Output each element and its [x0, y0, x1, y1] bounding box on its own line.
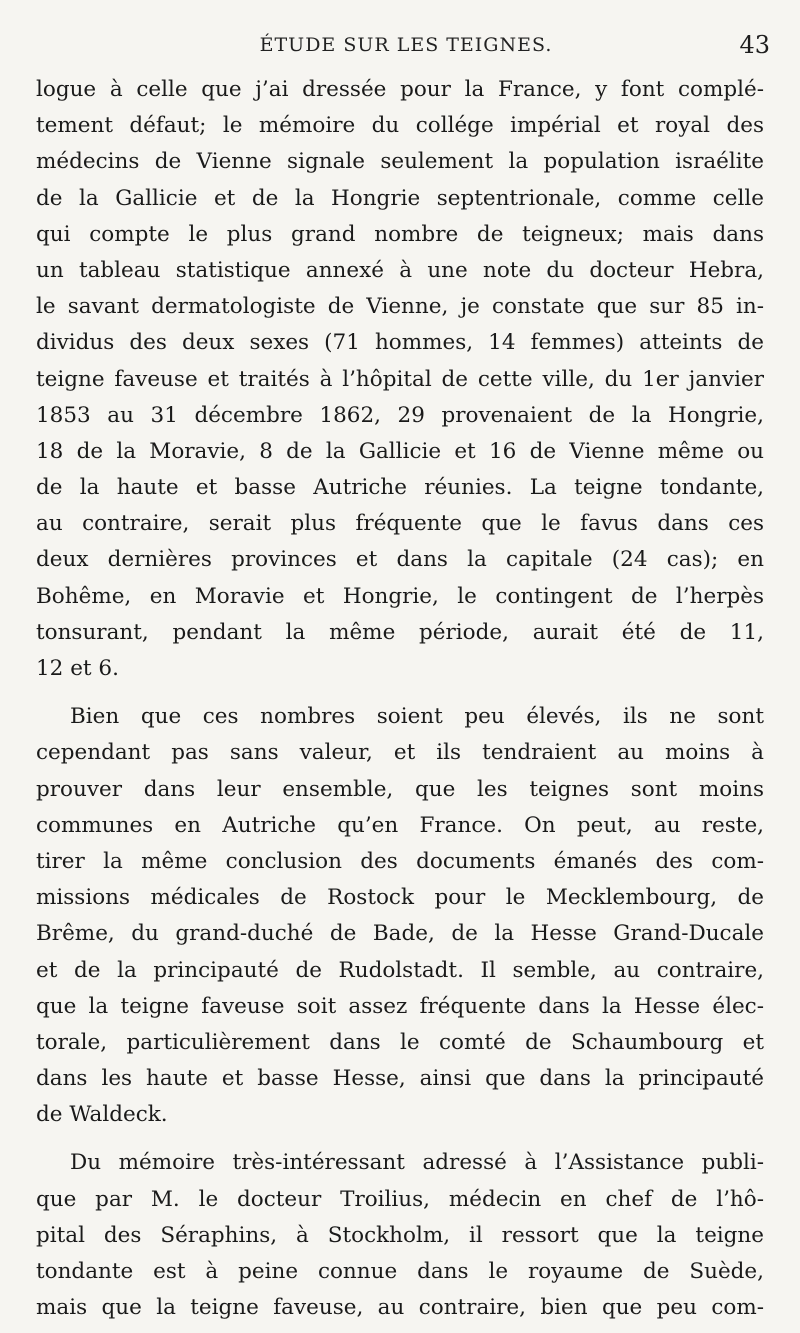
text-line: dans les haute et basse Hesse, ainsi que dans la principauté	[36, 1066, 764, 1092]
text-line: Du mémoire très-intéressant adressé à l’Assistance publi-	[70, 1150, 764, 1176]
text-line: tirer la même conclusion des documents émanés des com-	[36, 848, 764, 874]
text-line: tonsurant, pendant la même période, aurait été de 11,	[36, 619, 764, 645]
text-line: de Waldeck.	[36, 1102, 168, 1128]
text-line: médecins de Vienne signale seulement la population israélite	[36, 149, 764, 175]
text-line: deux dernières provinces et dans la capitale (24 cas); en	[36, 547, 764, 573]
body-text	[36, 72, 764, 1326]
text-line: un tableau statistique annexé à une note du docteur Hebra,	[36, 257, 764, 283]
text-line: Brême, du grand-duché de Bade, de la Hesse Grand-Ducale	[36, 921, 764, 947]
text-line: que la teigne faveuse soit assez fréquente dans la Hesse élec-	[36, 993, 764, 1019]
text-line: tement défaut; le mémoire du collége impérial et royal des	[36, 113, 764, 139]
text-line: missions médicales de Rostock pour le Mecklembourg, de	[36, 885, 764, 911]
text-line: que par M. le docteur Troilius, médecin en chef de l’hô-	[36, 1186, 764, 1212]
paragraph-2	[36, 699, 764, 1133]
text-line: teigne faveuse et traités à l’hôpital de cette ville, du 1er janvier	[36, 366, 764, 392]
text-line: prouver dans leur ensemble, que les teignes sont moins	[36, 776, 764, 802]
text-line: logue à celle que j’ai dressée pour la France, y font complé-	[36, 77, 764, 102]
text-line: de la haute et basse Autriche réunies. La teigne tondante,	[36, 475, 764, 501]
text-line: Bien que ces nombres soient peu élevés, ils ne sont	[70, 704, 764, 730]
text-line: dividus des deux sexes (71 hommes, 14 femmes) atteints de	[36, 330, 764, 356]
paragraph-3	[36, 1145, 764, 1326]
paragraph-gap	[36, 1133, 764, 1145]
text-line: et de la principauté de Rudolstadt. Il semble, au contraire,	[36, 957, 764, 983]
text-line: communes en Autriche qu’en France. On peut, au reste,	[36, 812, 764, 838]
page-header	[36, 31, 776, 64]
text-line: qui compte le plus grand nombre de teigneux; mais dans	[36, 221, 764, 247]
text-line: le savant dermatologiste de Vienne, je constate que sur 85 in-	[36, 294, 764, 320]
text-line: cependant pas sans valeur, et ils tendraient au moins à	[36, 740, 764, 766]
text-line: 1853 au 31 décembre 1862, 29 provenaient de la Hongrie,	[36, 402, 764, 428]
text-line: pital des Séraphins, à Stockholm, il ressort que la teigne	[36, 1222, 764, 1248]
paragraph-gap	[36, 687, 764, 699]
running-title: ÉTUDE SUR LES TEIGNES.	[259, 34, 553, 56]
text-line: 18 de la Moravie, 8 de la Gallicie et 16 de Vienne même ou	[36, 438, 764, 464]
text-line: torale, particulièrement dans le comté de Schaumbourg et	[36, 1029, 764, 1055]
text-line: mais que la teigne faveuse, au contraire, bien que peu com-	[36, 1295, 764, 1321]
text-line: tondante est à peine connue dans le royaume de Suède,	[36, 1259, 764, 1284]
text-line: de la Gallicie et de la Hongrie septentrionale, comme celle	[36, 185, 764, 211]
page-number: 43	[739, 31, 770, 59]
text-line: 12 et 6.	[36, 656, 119, 681]
text-line: au contraire, serait plus fréquente que le favus dans ces	[36, 511, 764, 537]
text-line: Bohême, en Moravie et Hongrie, le contingent de l’herpès	[36, 583, 764, 609]
paragraph-1	[36, 72, 764, 687]
